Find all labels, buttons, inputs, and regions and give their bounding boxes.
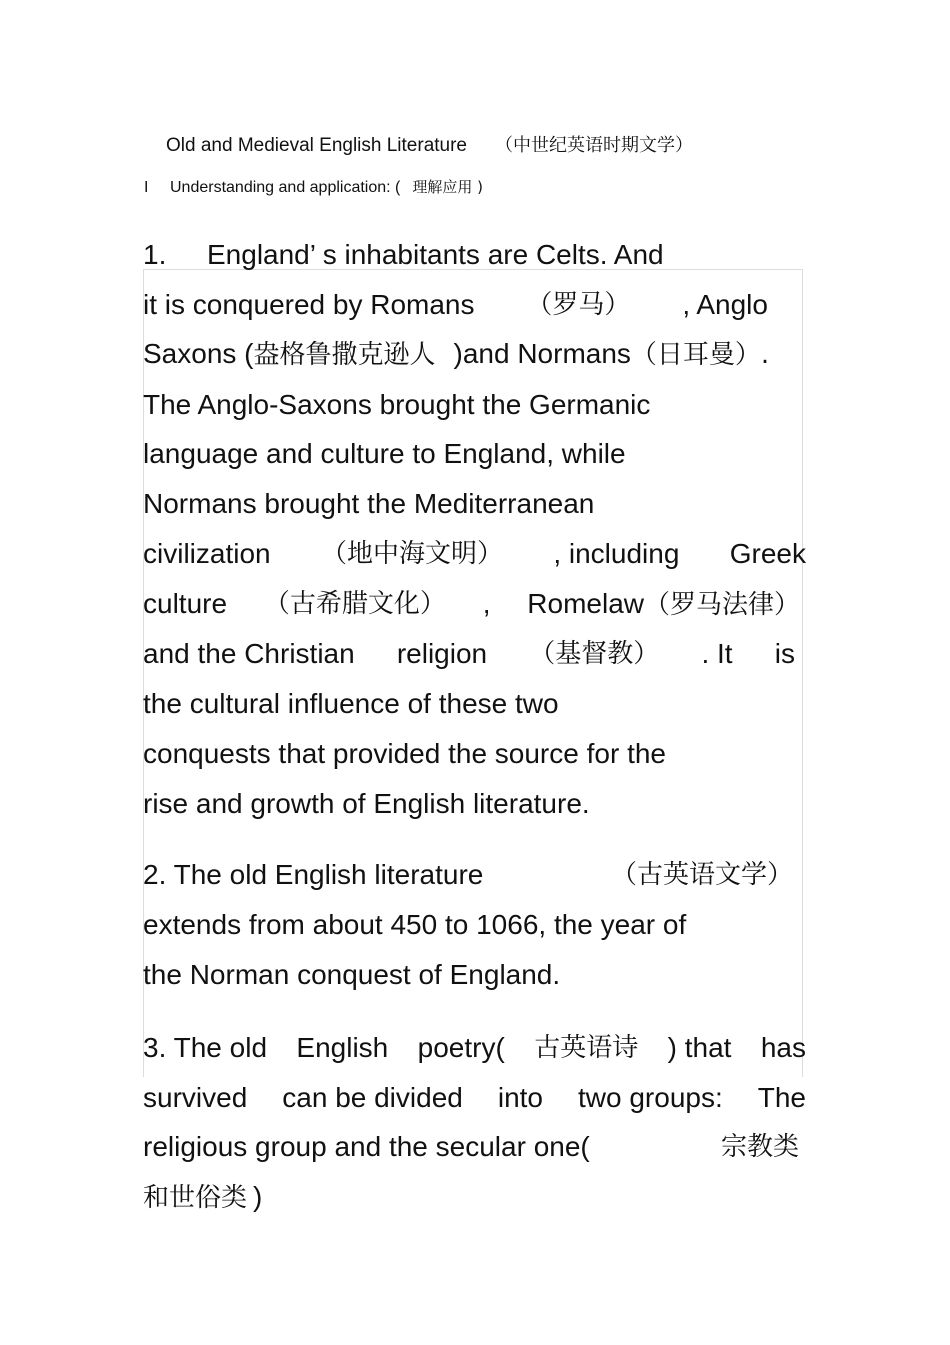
para1-text: is — [774, 638, 795, 669]
para2-line-3: the Norman conquest of England. — [143, 959, 561, 990]
para2-text: 2. The old English literature — [143, 859, 484, 890]
para3-text: The — [757, 1082, 806, 1113]
document-title — [166, 131, 693, 157]
para1-text: Greek — [729, 538, 806, 569]
para1-line-12: rise and growth of English literature. — [143, 788, 590, 819]
para1-line-3 — [143, 337, 769, 372]
para1-text: , — [482, 588, 491, 619]
section-english: Understanding and application: ( — [170, 179, 401, 196]
para3-text: poetry( — [417, 1032, 505, 1063]
para1-text: , including — [553, 538, 680, 569]
para1-text: culture — [143, 588, 228, 619]
para1-text: )and Normans — [453, 338, 631, 369]
para3-text-cn: 和世俗类 — [143, 1183, 248, 1213]
para3-line-1 — [143, 1031, 806, 1065]
para2-line-2: extends from about 450 to 1066, the year of — [143, 909, 687, 940]
para1-text-cn: （罗马） — [526, 290, 631, 320]
para3-text: ) that — [667, 1032, 732, 1063]
para1-line-11: conquests that provided the source for the — [143, 738, 666, 769]
para1-text-cn: （地中海文明） — [320, 539, 503, 569]
para1-text: England’ s inhabitants are Celts. And — [207, 239, 664, 270]
para1-line-1 — [143, 238, 664, 272]
para1-text: religion — [396, 638, 488, 669]
para3-text: survived — [143, 1082, 248, 1113]
para3-text: has — [760, 1032, 806, 1063]
para1-line-7 — [143, 537, 806, 571]
para1-line-6: Normans brought the Mediterranean — [143, 488, 595, 519]
para3-text-cn: 古英语诗 — [534, 1033, 639, 1063]
para3-text: religious group and the secular one( — [143, 1131, 590, 1162]
para1-text: it is conquered by Romans — [143, 289, 475, 320]
para1-text: and the Christian — [143, 638, 355, 669]
para1-text-cn: （日耳曼）. — [630, 340, 770, 370]
para1-line-2 — [143, 288, 768, 322]
para1-text-cn: （罗马法律） — [643, 590, 800, 620]
para3-line-2 — [143, 1081, 806, 1115]
para3-text-cn: 宗教类 — [720, 1132, 799, 1162]
para1-text: civilization — [143, 538, 271, 569]
para1-line-10: the cultural influence of these two — [143, 688, 559, 719]
para1-text: . It — [701, 638, 733, 669]
section-number: I — [144, 179, 149, 196]
title-english: Old and Medieval English Literature — [166, 135, 468, 156]
para1-line-4: The Anglo-Saxons brought the Germanic — [143, 389, 651, 420]
section-chinese: 理解应用 ) — [412, 178, 483, 196]
para2-line-1 — [143, 858, 793, 892]
para1-number: 1. — [143, 239, 167, 270]
para3-text: two groups: — [578, 1082, 723, 1113]
para3-line-4 — [143, 1180, 262, 1215]
para1-line-9 — [143, 637, 795, 671]
para3-text: into — [497, 1082, 543, 1113]
para3-text: ) — [253, 1181, 263, 1212]
para1-text: Romelaw — [527, 588, 644, 619]
title-chinese: （中世纪英语时期文学） — [495, 135, 694, 156]
para2-text-cn: （古英语文学） — [610, 860, 793, 890]
para1-line-8 — [143, 587, 800, 622]
para3-text: English — [296, 1032, 389, 1063]
para1-text-cn: （基督教） — [529, 639, 660, 669]
para3-text: can be divided — [282, 1082, 463, 1113]
para1-text: Saxons ( — [143, 338, 254, 369]
para1-line-5: language and culture to England, while — [143, 438, 626, 469]
para3-line-3 — [143, 1130, 799, 1164]
para1-text-cn: （古希腊文化） — [263, 589, 446, 619]
para1-text-cn: 盎格鲁撒克逊人 — [253, 340, 436, 370]
para3-text: 3. The old — [143, 1032, 268, 1063]
para1-text: , Anglo — [682, 289, 768, 320]
section-heading — [144, 176, 483, 197]
